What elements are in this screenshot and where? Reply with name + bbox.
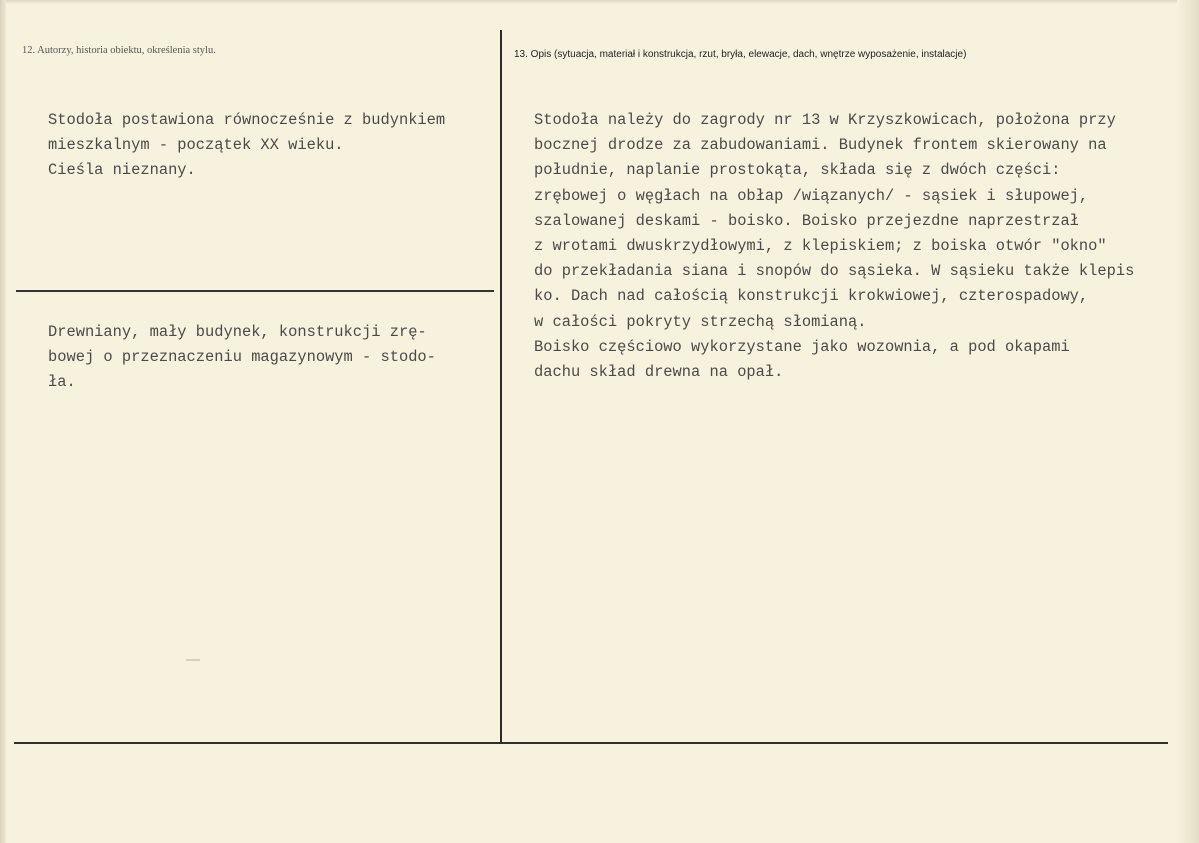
text-line: w całości pokryty strzechą słomianą.	[534, 312, 867, 331]
card-right-edge	[1177, 0, 1199, 843]
text-line: Drewniany, mały budynek, konstrukcji zrę-	[48, 323, 427, 341]
text-line: do przekładania siana i snopów do sąsieka. W sąsieku także klepis	[534, 262, 1135, 281]
card-top-edge	[0, 0, 1199, 4]
text-line: dachu skład drewna na opał.	[534, 363, 784, 382]
section-12-label: 12. Autorzy, historia obiektu, określenia stylu.	[22, 45, 216, 56]
text-line: zrębowej o węgłach na obłap /wiązanych/ - sąsiek i słupowej,	[534, 186, 1089, 205]
text-line: Boisko częściowo wykorzystane jako wozownia, a pod okapami	[534, 337, 1070, 356]
text-line: mieszkalnym - początek XX wieku.	[48, 136, 344, 154]
bottom-divider	[14, 742, 1168, 744]
text-line: ko. Dach nad całością konstrukcji krokwiowej, czterospadowy,	[534, 287, 1089, 306]
text-line: bocznej drodze za zabudowaniami. Budynek frontem skierowany na	[534, 136, 1107, 155]
text-line: Stodoła należy do zagrody nr 13 w Krzyszkowicach, położona przy	[534, 111, 1116, 129]
left-section-divider	[16, 290, 494, 292]
column-divider	[500, 30, 502, 742]
description-text	[534, 108, 1134, 385]
section-13-label: 13. Opis (sytuacja, materiał i konstrukcja, rzut, bryła, elewacje, dach, wnętrze wyposażenie, instalacje)	[514, 49, 967, 60]
authors-history-text	[48, 108, 445, 183]
text-line: południe, naplanie prostokąta, składa się z dwóch części:	[534, 161, 1061, 180]
text-line: szalowanej deskami - boisko. Boisko przejezdne naprzestrzał	[534, 211, 1079, 230]
text-line: z wrotami dwuskrzydłowymi, z klepiskiem; z boiska otwór "okno"	[534, 237, 1107, 256]
text-line: ła.	[48, 373, 76, 391]
text-line: Cieśla nieznany.	[48, 161, 196, 179]
text-line: Stodoła postawiona równocześnie z budynkiem	[48, 111, 446, 129]
short-description-text	[48, 320, 436, 395]
card-left-edge	[0, 0, 6, 843]
paper-speck	[186, 659, 200, 661]
text-line: bowej o przeznaczeniu magazynowym - stodo-	[48, 348, 436, 366]
